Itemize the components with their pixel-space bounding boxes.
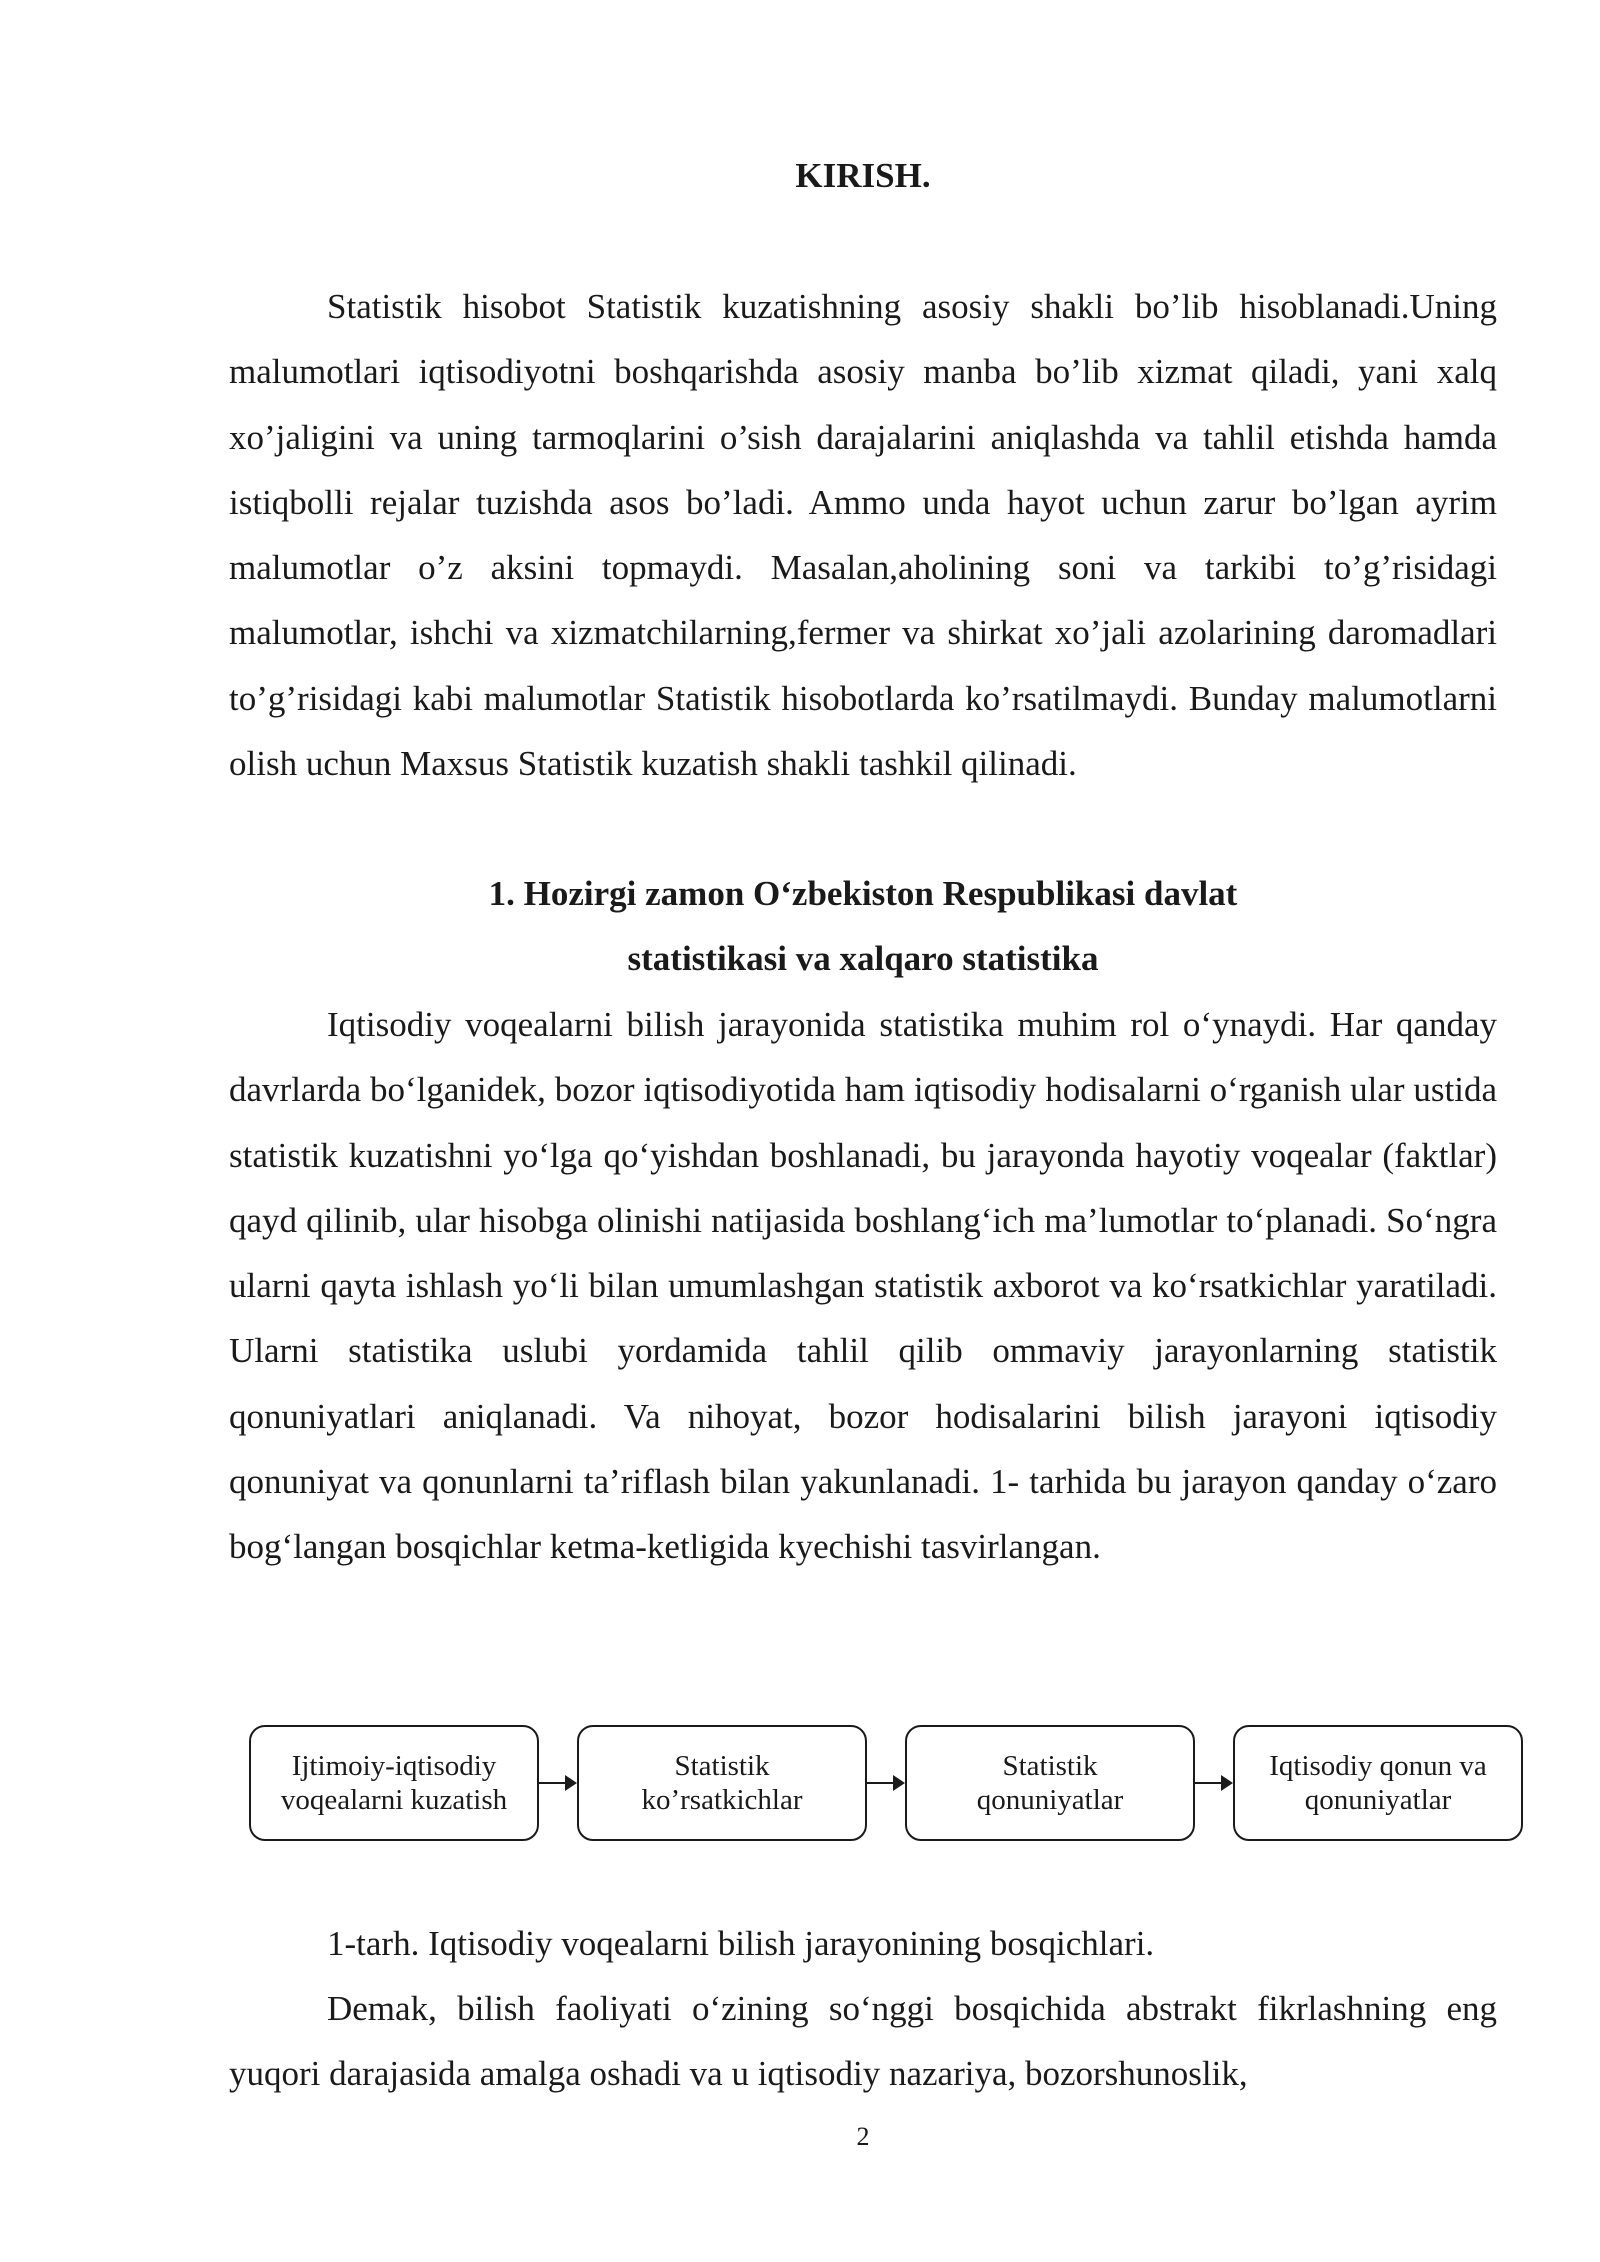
flow-step-text: qonuniyatlar — [976, 1784, 1124, 1816]
process-flow-diagram — [249, 1725, 1529, 1845]
section-paragraph: Iqtisodiy voqealarni bilish jarayonida statistika muhim rol o‘ynaydi. Har qanday davrlarda bo‘lganidek, bozor iqtisodiyotida ham iqtisodiy hodisalarni o‘rganish ular ustida statistik kuzatishni yo‘lga qo‘yishdan boshlanadi, bu jarayonda hayotiy voqealar (faktlar) qayd qilinib, ular hisobga olinishi natijasida boshlang‘ich ma’lumotlar to‘planadi. So‘ngra ularni qayta ishlash yo‘li bilan umumlashgan statistik axborot va ko‘rsatkichlar yaratiladi. Ularni statistika uslubi yordamida tahlil qilib ommaviy jarayonlarning statistik qonuniyatlari aniqlanadi. Va nihoyat, bozor hodisalarini bilish jarayoni iqtisodiy qonuniyat va qonunlarni ta’riflash bilan yakunlanadi. 1- tarhida bu jarayon qanday o‘zaro bog‘langan bosqichlar ketma-ketligida kyechishi tasvirlangan. — [229, 1005, 1497, 1567]
page-heading: KIRISH. — [795, 156, 931, 195]
conclusion-paragraph: Demak, bilish faoliyati o‘zining so‘nggi bosqichida abstrakt fikrlashning eng yuqori darajasida amalga oshadi va u iqtisodiy nazariya, bozorshunoslik, — [229, 1989, 1497, 2094]
flow-arrow-icon — [867, 1781, 905, 1785]
flow-step-text: Statistik — [1002, 1750, 1098, 1782]
flow-step-regularities — [905, 1725, 1195, 1841]
page-number: 2 — [856, 2122, 870, 2151]
figure-caption: 1-tarh. Iqtisodiy voqealarni bilish jarayonining bosqichlari. — [327, 1924, 1155, 1963]
flow-arrow-icon — [1195, 1781, 1233, 1785]
flow-step-observation — [249, 1725, 539, 1841]
section-heading — [229, 861, 1497, 992]
flow-step-text: qonuniyatlar — [1304, 1784, 1452, 1816]
section-heading-line-2: statistikasi va xalqaro statistika — [627, 939, 1099, 979]
flow-step-text: Statistik — [674, 1750, 770, 1782]
section-heading-line-1: 1. Hozirgi zamon O‘zbekiston Respublikasi davlat — [488, 874, 1238, 913]
flow-step-text: voqealarni kuzatish — [280, 1784, 508, 1816]
flow-step-text: ko’rsatkichlar — [641, 1784, 803, 1816]
flow-step-indicators — [577, 1725, 867, 1841]
flow-arrow-icon — [539, 1781, 577, 1785]
intro-paragraph: Statistik hisobot Statistik kuzatishning asosiy shakli bo’lib hisoblanadi.Uning malumotlari iqtisodiyotni boshqarishda asosiy manba bo’lib xizmat qiladi, yani xalq xo’jaligini va uning tarmoqlarini o’sish darajalarini aniqlashda va tahlil etishda hamda istiqbolli rejalar tuzishda asos bo’ladi. Ammo unda hayot uchun zarur bo’lgan ayrim malumotlar o’z aksini topmaydi. Masalan,aholining soni va tarkibi to’g’risidagi malumotlar, ishchi va xizmatchilarning,fermer va shirkat xo’jali azolarining daromadlari to’g’risidagi kabi malumotlar Statistik hisobotlarda ko’rsatilmaydi. Bunday malumotlarni olish uchun Maxsus Statistik kuzatish shakli tashkil qilinadi. — [229, 287, 1497, 784]
flow-step-laws — [1233, 1725, 1523, 1841]
flow-step-text: Iqtisodiy qonun va — [1269, 1750, 1487, 1782]
flow-step-text: Ijtimoiy-iqtisodiy — [291, 1750, 497, 1782]
